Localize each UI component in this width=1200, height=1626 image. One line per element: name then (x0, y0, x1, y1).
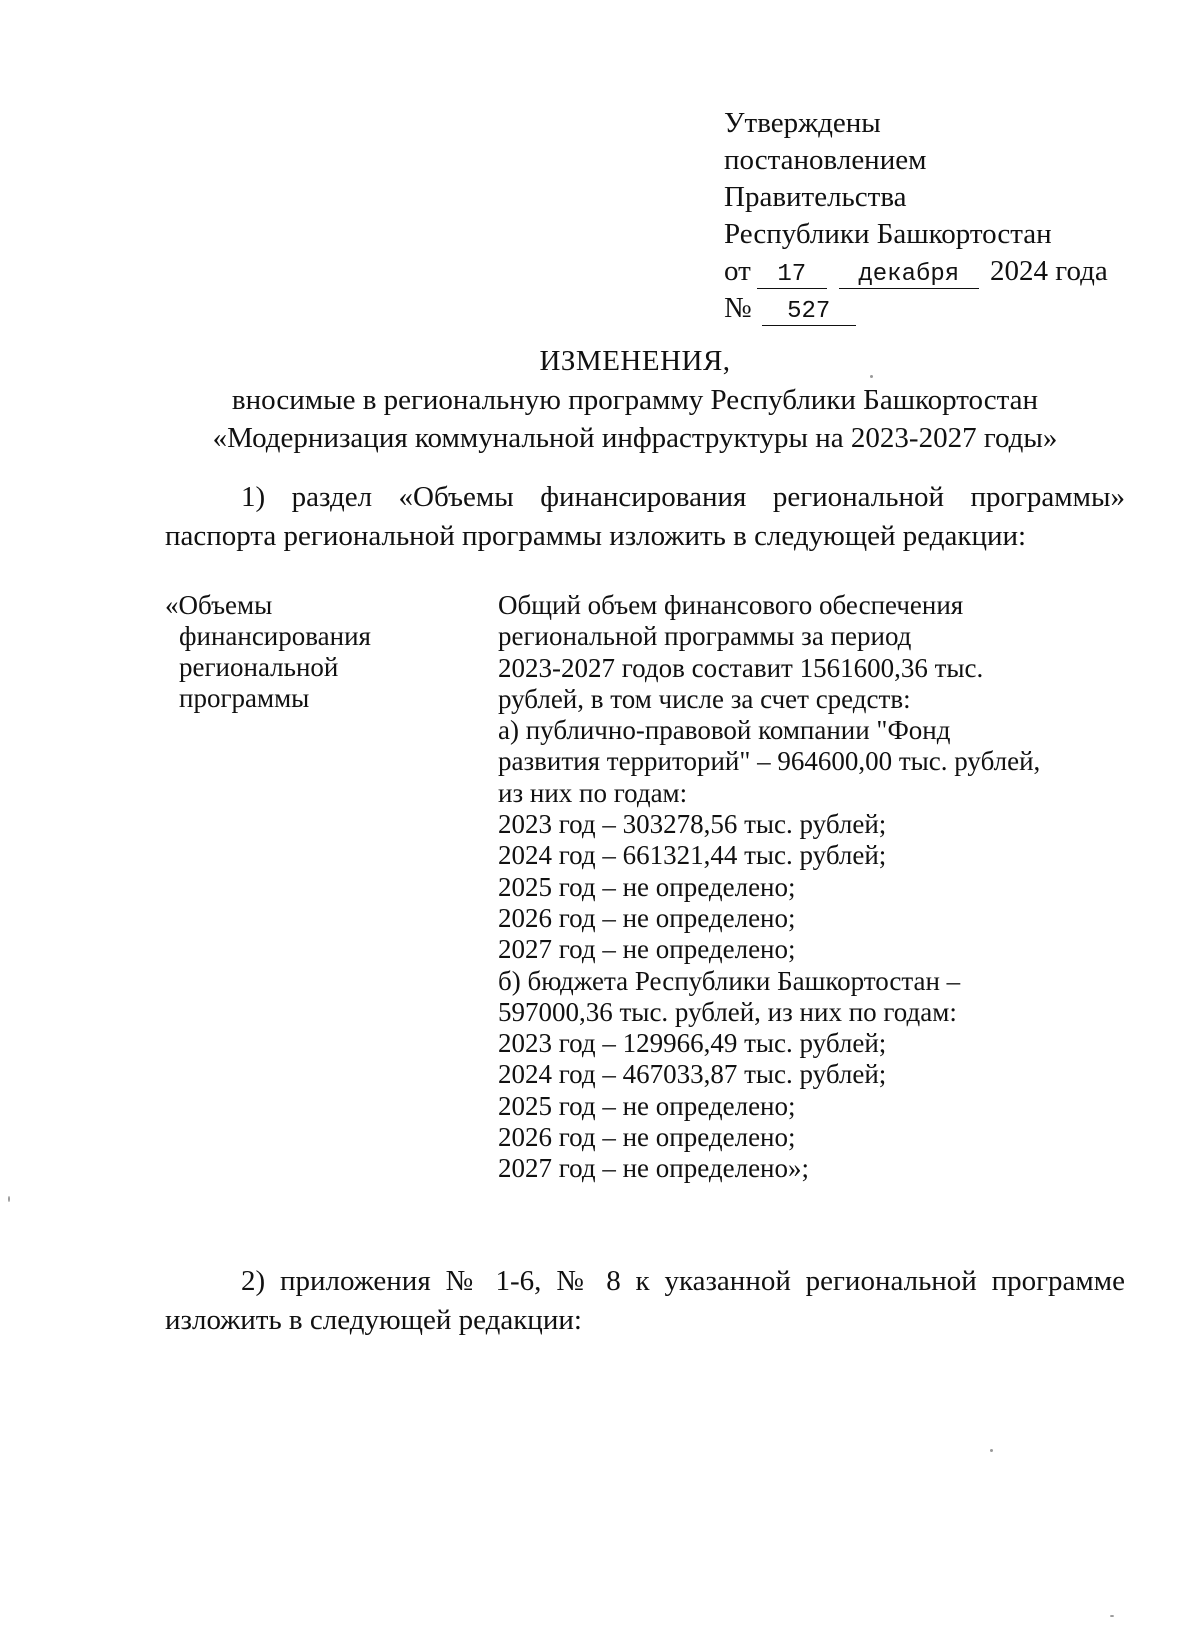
number-prefix: № (724, 292, 752, 324)
value-line: 2024 год – 661321,44 тыс. рублей; (498, 840, 887, 871)
value-line: 2027 год – не определено»; (498, 1153, 810, 1184)
date-day-field: 17 (757, 262, 827, 289)
approval-date-line (724, 253, 1108, 290)
document-title: ИЗМЕНЕНИЯ, (539, 345, 731, 377)
paragraph-line: 1) раздел «Объемы финансирования региональной программы» (241, 481, 1125, 513)
value-line: 2027 год – не определено; (498, 934, 796, 965)
value-line: б) бюджета Республики Башкортостан – (498, 965, 961, 996)
value-line: рублей, в том числе за счет средств: (498, 683, 911, 714)
approval-line: Утверждены (724, 107, 881, 139)
value-line: 2026 год – не определено; (498, 902, 796, 933)
approval-block (724, 105, 1108, 327)
scan-speck (8, 1196, 10, 1202)
label-line: финансирования (179, 621, 371, 651)
document-subtitle-line: «Модернизация коммунальной инфраструктуры на 2023-2027 годы» (212, 422, 1058, 454)
value-line: 597000,36 тыс. рублей, из них по годам: (498, 996, 957, 1027)
value-line: Общий объем финансового обеспечения (498, 590, 964, 620)
value-line: 2025 год – не определено; (498, 1090, 796, 1121)
passport-section-value (498, 590, 1040, 1185)
date-prefix: от (724, 255, 751, 287)
approval-number-line (724, 290, 1108, 327)
value-line: а) публично-правовой компании "Фонд (498, 715, 951, 746)
paragraph-1 (165, 478, 1125, 556)
scan-speck (990, 1449, 993, 1452)
approval-line: постановлением (724, 144, 927, 176)
date-year: 2024 года (990, 255, 1108, 287)
value-line: региональной программы за период (498, 621, 912, 652)
value-line: 2025 год – не определено; (498, 871, 796, 902)
paragraph-line: изложить в следующей редакции: (165, 1304, 582, 1336)
label-line: региональной (179, 652, 339, 682)
paragraph-2 (165, 1262, 1125, 1340)
scan-speck (870, 375, 873, 378)
value-line: 2023 год – 303278,56 тыс. рублей; (498, 809, 887, 840)
document-number-field: 527 (762, 299, 856, 326)
value-line: развития территорий" – 964600,00 тыс. рублей, (498, 746, 1041, 777)
label-line: программы (179, 683, 310, 713)
value-line: из них по годам: (498, 777, 688, 808)
value-line: 2023 год – 129966,49 тыс. рублей; (498, 1028, 887, 1059)
date-month-field: декабря (839, 262, 979, 289)
approval-line: Республики Башкортостан (724, 218, 1052, 250)
paragraph-line: 2) приложения № 1-6, № 8 к указанной региональной программе (241, 1265, 1125, 1297)
paragraph-line: паспорта региональной программы изложить в следующей редакции: (165, 520, 1027, 552)
value-line: 2026 год – не определено; (498, 1122, 796, 1153)
value-line: 2024 год – 467033,87 тыс. рублей; (498, 1059, 887, 1090)
document-subtitle-line: вносимые в региональную программу Республики Башкортостан (231, 384, 1039, 416)
approval-line: Правительства (724, 181, 907, 213)
value-line: 2023-2027 годов составит 1561600,36 тыс. (498, 652, 984, 683)
label-line: «Объемы (165, 590, 273, 620)
scan-speck (1110, 1615, 1114, 1617)
passport-section-label (165, 590, 371, 714)
